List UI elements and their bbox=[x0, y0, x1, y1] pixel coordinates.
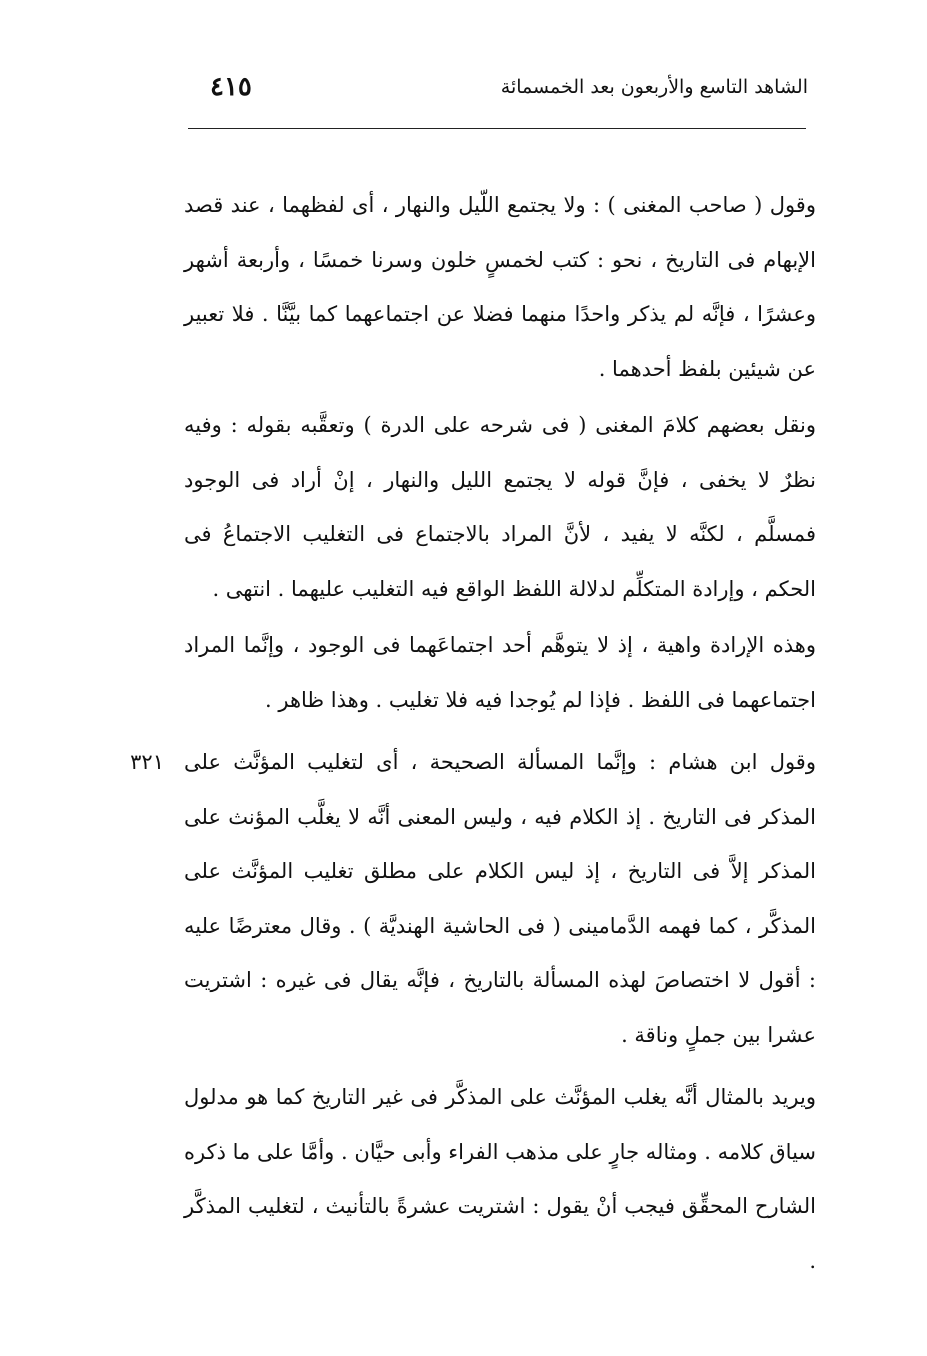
paragraph: ونقل بعضهم كلامَ المغنى ( فى شرحه على الدرة ) وتعقَّبه بقوله : وفيه نظرٌ لا يخفى ، فإنَّ قوله لا يجتمع الليل والنهار ، إنْ أراد فى الوجود فمسلَّم ، لكنَّه لا يفيد ، لأنَّ المراد بالاجتماع فى التغليب الاجتماعُ فى الحكم ، وإرادة المتكلِّم لدلالة اللفظ الواقع فيه التغليب عليهما . انتهى . bbox=[184, 413, 816, 601]
margin-line-number: ٣٢١ bbox=[130, 750, 164, 774]
page-body bbox=[130, 178, 816, 1288]
header-divider bbox=[188, 128, 806, 129]
paragraph: ويريد بالمثال أنَّه يغلب المؤنَّث على المذكَّر فى غير التاريخ كما هو مدلول سياق كلامه . ومثاله جارٍ على مذهب الفراء وأبى حيَّان . وأمَّا على ما ذكره الشارح المحقِّق فيجب أنْ يقول : اشتريت عشرةً بالتأنيث ، لتغليب المذكَّر . bbox=[184, 1085, 816, 1273]
paragraph: وقول ( صاحب المغنى ) : ولا يجتمع اللّيل والنهار ، أى لفظهما ، عند قصد الإبهام فى التاريخ ، نحو : كتب لخمسٍ خلون وسرنا خمسًا ، وأربعة أشهر وعشرًا ، فإنَّه لم يذكر واحدًا منهما فضلا عن اجتماعهما كما بيَّنَّا . فلا تعبير عن شيئين بلفظ أحدهما . bbox=[184, 193, 816, 381]
paragraph: وهذه الإرادة واهية ، إذ لا يتوهَّم أحد اجتماعَهما فى الوجود ، وإنَّما المراد اجتماعهما فى اللفظ . فإذا لم يُوجدا فيه فلا تغليب . وهذا ظاهر . bbox=[184, 633, 816, 712]
paragraph: وقول ابن هشام : وإنَّما المسألة الصحيحة ، أى لتغليب المؤنَّث على المذكر فى التاريخ . إذ الكلام فيه ، وليس المعنى أنَّه لا يغلَّب المؤنث على المذكر إلاَّ فى التاريخ ، إذ ليس الكلام على مطلق تغليب المؤنَّث على المذكَّر ، كما فهمه الدَّمامينى ( فى الحاشية الهنديَّة ) . وقال معترضًا عليه : أقول لا اختصاصَ لهذه المسألة بالتاريخ ، فإنَّه يقال فى غيره : اشتريت عشرا بين جملٍ وناقة . bbox=[184, 750, 816, 1047]
page-header bbox=[188, 72, 808, 112]
running-title: الشاهد التاسع والأربعون بعد الخمسمائة bbox=[500, 76, 808, 98]
paragraph-with-margin-note bbox=[130, 735, 816, 1062]
page-number: ٤١٥ bbox=[210, 72, 252, 102]
